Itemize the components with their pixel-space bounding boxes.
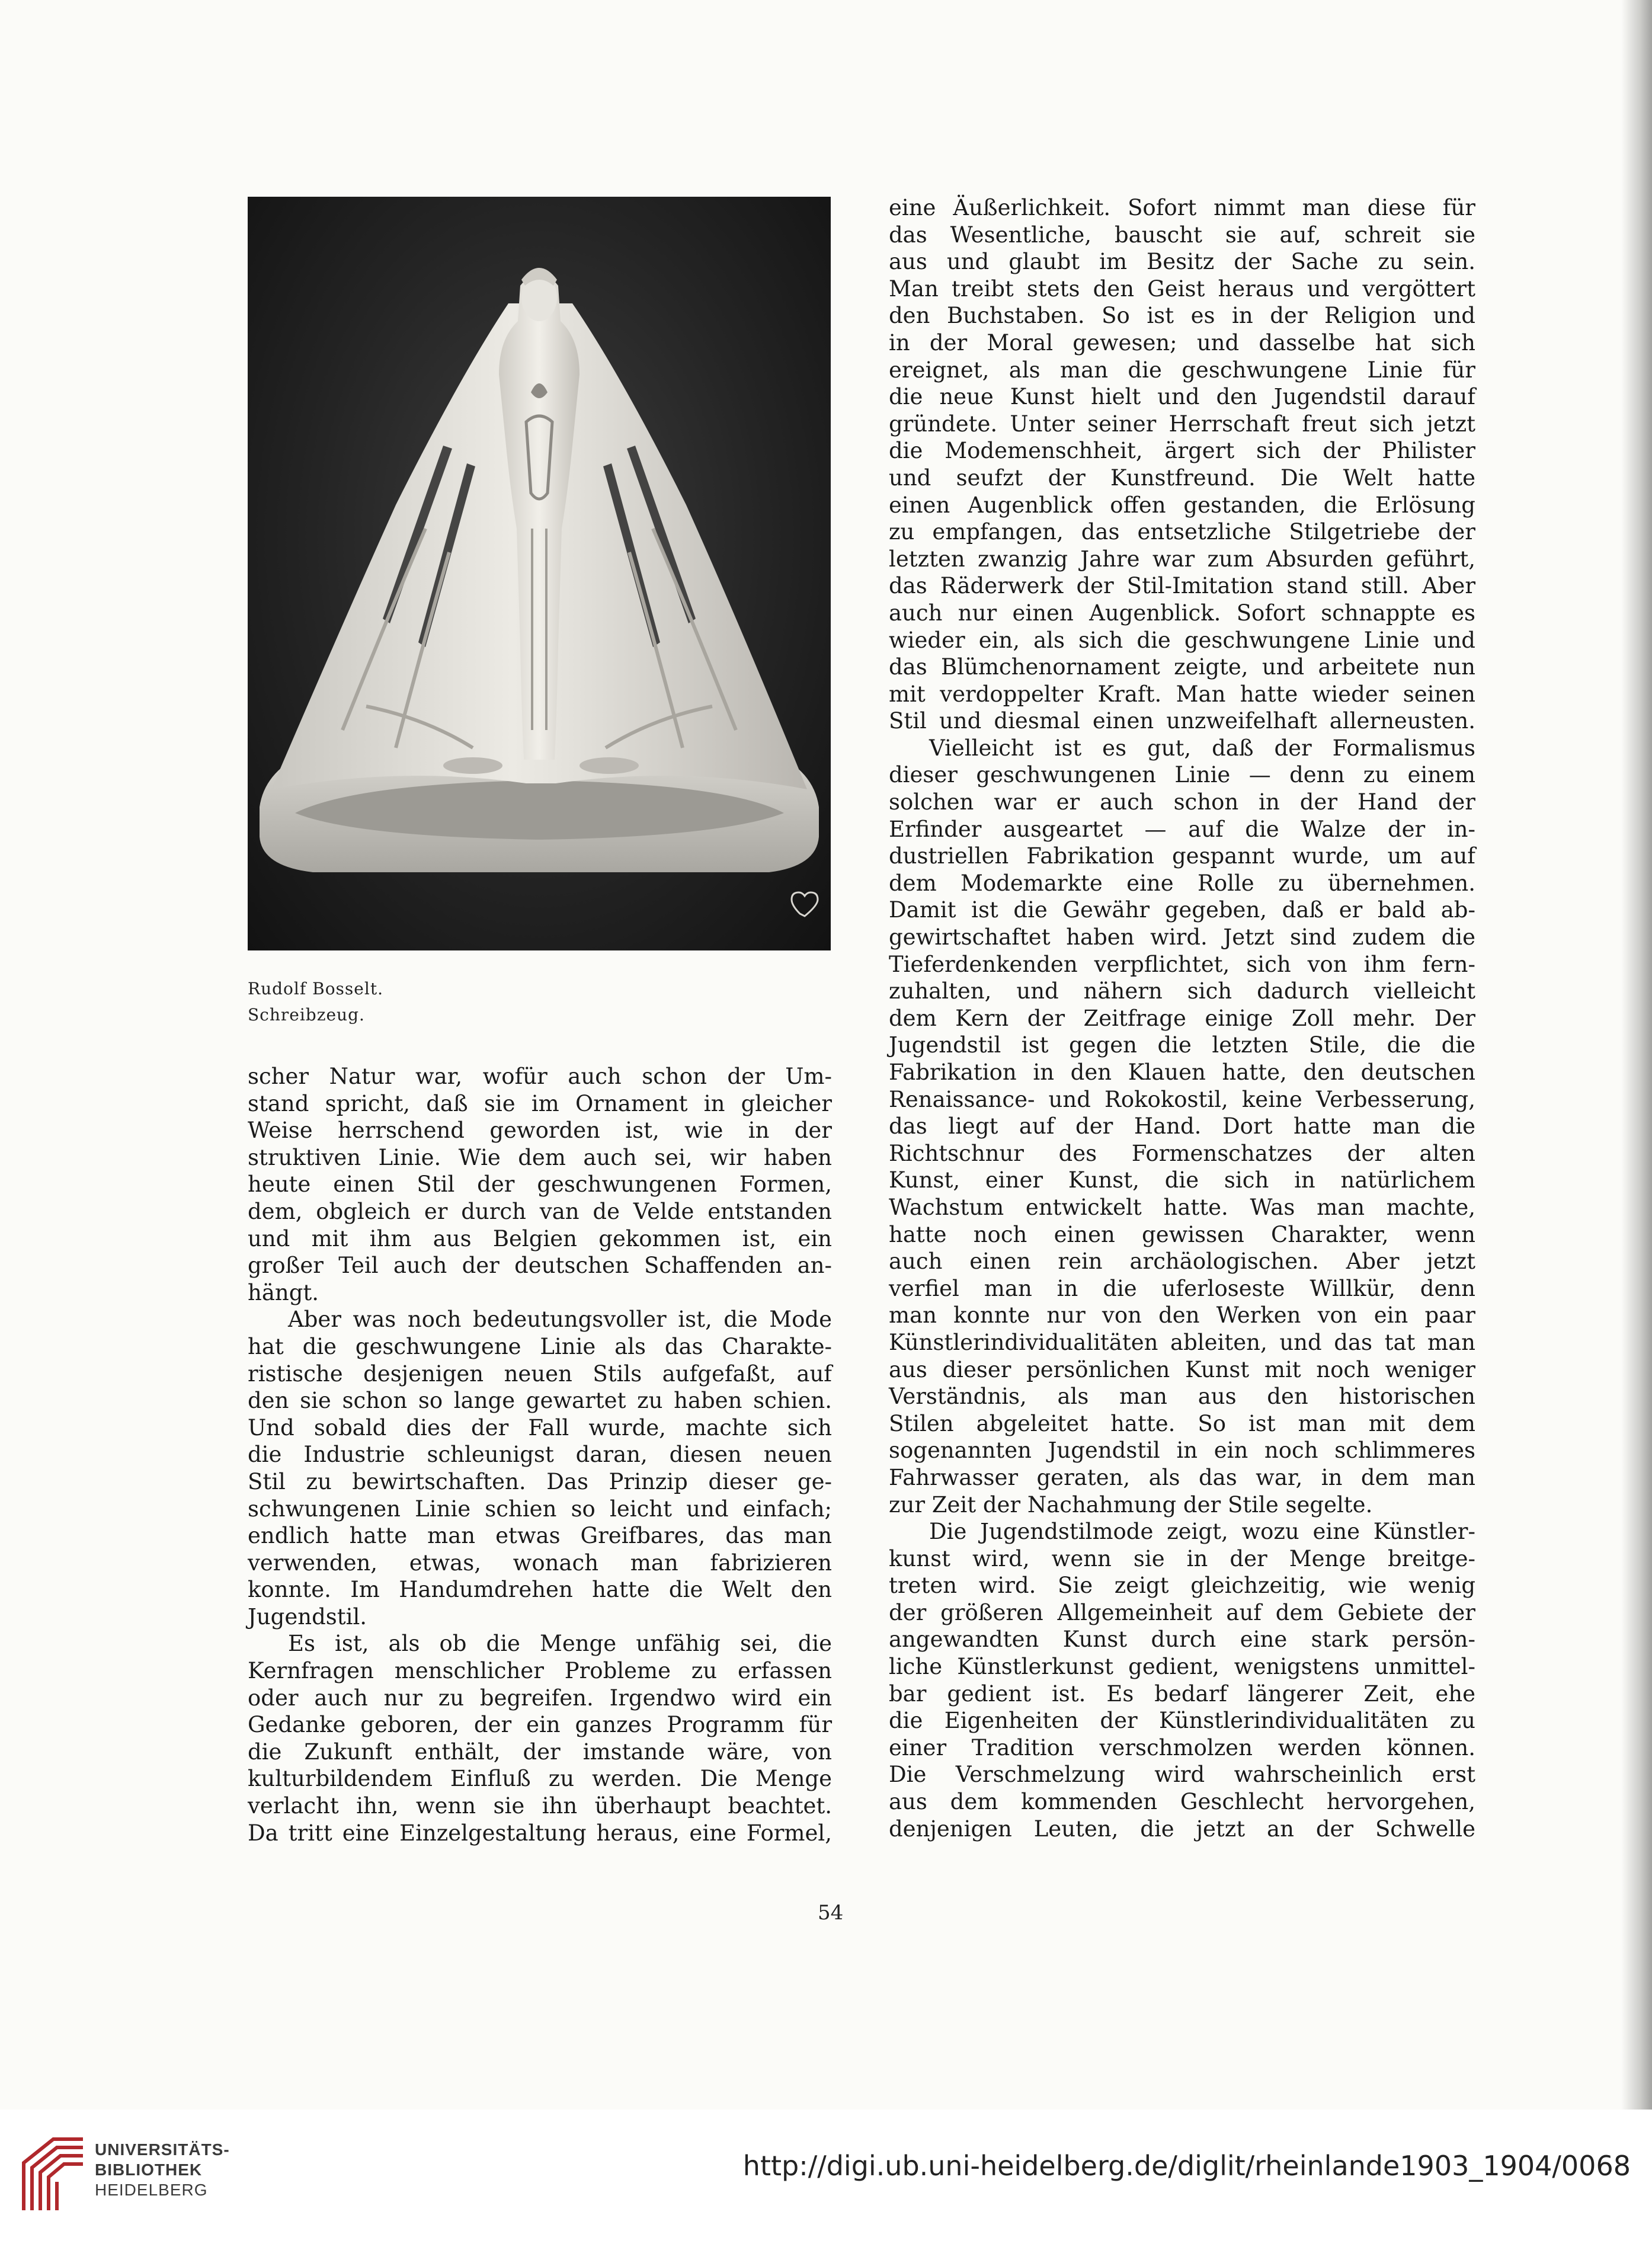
figure-caption-artist: Rudolf Bosselt. <box>248 979 383 998</box>
text-line: Man treibt stets den Geist heraus und vergöttert <box>889 276 1475 302</box>
text-line: Erfinder ausgeartet — auf die Walze der in- <box>889 816 1475 842</box>
text-line: Renaissance- und Rokokostil, keine Verbesserung, <box>889 1086 1475 1112</box>
text-line: dem Kern der Zeitfrage einige Zoll mehr. Der <box>889 1005 1475 1031</box>
text-line: konnte. Im Handumdrehen hatte die Welt den <box>248 1577 832 1603</box>
text-line: oder auch nur zu begreifen. Irgendwo wird ein <box>248 1685 832 1711</box>
source-url-link[interactable]: http://digi.ub.uni-heidelberg.de/diglit/rheinlande1903_1904/0068 <box>742 2150 1631 2182</box>
text-line: Wachstum entwickelt hatte. Was man machte, <box>889 1194 1475 1220</box>
text-line: Jugendstil. <box>248 1603 367 1630</box>
text-line: verwenden, etwas, wonach man fabrizieren <box>248 1550 832 1576</box>
text-line: aus und glaubt im Besitz der Sache zu sein. <box>889 249 1475 275</box>
text-line: Und sobald dies der Fall wurde, machte sich <box>248 1414 832 1441</box>
text-line: zu empfangen, das entsetzliche Stilgetriebe der <box>889 519 1475 545</box>
text-line: Da tritt eine Einzelgestaltung heraus, eine Formel, <box>248 1820 832 1846</box>
text-line: die Eigenheiten der Künstlerindividualitäten zu <box>889 1708 1475 1734</box>
text-line: kulturbildendem Einfluß zu werden. Die Menge <box>248 1766 832 1792</box>
text-line: mit verdoppelter Kraft. Man hatte wieder seinen <box>889 681 1475 707</box>
text-line: dieser geschwungenen Linie — denn zu einem <box>889 762 1475 788</box>
text-line: Stil und diesmal einen unzweifelhaft allerneusten. <box>889 708 1475 734</box>
text-line: großer Teil auch der deutschen Schaffenden an- <box>248 1253 832 1279</box>
text-line: Vielleicht ist es gut, daß der Formalismus <box>929 735 1475 761</box>
text-line: verlacht ihn, wenn sie ihn überhaupt beachtet. <box>248 1793 832 1819</box>
text-line: Stilen abgeleitet hatte. So ist man mit dem <box>889 1410 1475 1436</box>
text-line: Weise herrschend geworden ist, wie in der <box>248 1118 832 1144</box>
text-line: ristische desjenigen neuen Stils aufgefaßt, auf <box>248 1361 832 1387</box>
text-line: hängt. <box>248 1279 319 1305</box>
university-library-logo-icon <box>18 2127 89 2216</box>
text-line: scher Natur war, wofür auch schon der Um- <box>248 1064 832 1089</box>
text-line: solchen war er auch schon in der Hand der <box>889 789 1475 815</box>
text-line: wieder ein, als sich die geschwungene Linie und <box>889 627 1475 653</box>
text-line: struktiven Linie. Wie dem auch sei, wir haben <box>248 1144 832 1170</box>
text-line: das Blümchenornament zeigte, und arbeitete nun <box>889 654 1475 680</box>
text-line: verfiel man in die uferloseste Willkür, denn <box>889 1275 1475 1301</box>
figure-caption-title: Schreibzeug. <box>248 1005 365 1025</box>
text-line: zur Zeit der Nachahmung der Stile segelte. <box>889 1491 1373 1518</box>
text-line: gewirtschaftet haben wird. Jetzt sind zudem die <box>889 924 1475 950</box>
text-line: stand spricht, daß sie im Ornament in gleicher <box>248 1090 832 1116</box>
text-line: bar gedient ist. Es bedarf längerer Zeit, ehe <box>889 1681 1475 1707</box>
text-line: einen Augenblick offen gestanden, die Erlösung <box>889 492 1475 518</box>
text-line: dem Modemarkte eine Rolle zu übernehmen. <box>889 870 1475 896</box>
text-line: Aber was noch bedeutungsvoller ist, die Mode <box>288 1307 832 1333</box>
text-line: die Industrie schleunigst daran, diesen neuen <box>248 1442 832 1468</box>
text-line: auch einen rein archäologischen. Aber jetzt <box>889 1249 1475 1275</box>
text-line: denjenigen Leuten, die jetzt an der Schwelle <box>889 1816 1475 1842</box>
library-name-line2: BIBLIOTHEK <box>95 2160 203 2179</box>
text-line: die Modemenschheit, ärgert sich der Philister <box>889 438 1475 464</box>
text-line: ereignet, als man die geschwungene Linie für <box>889 357 1475 383</box>
text-line: Damit ist die Gewähr gegeben, daß er bald ab- <box>889 897 1475 923</box>
text-line: Fabrikation in den Klauen hatte, den deutschen <box>889 1060 1475 1085</box>
text-line: endlich hatte man etwas Greifbares, das man <box>248 1523 832 1549</box>
page-edge-shadow <box>1621 0 1652 2110</box>
text-line: sogenannten Jugendstil in ein noch schlimmeres <box>889 1438 1475 1464</box>
text-line: liche Künstlerkunst gedient, wenigstens unmittel- <box>889 1654 1475 1680</box>
text-line: Es ist, als ob die Menge unfähig sei, die <box>288 1631 832 1657</box>
text-line: dustriellen Fabrikation gespannt wurde, um auf <box>889 843 1475 869</box>
text-line: zuhalten, und nähern sich dadurch vielleicht <box>889 978 1475 1004</box>
text-line: aus dem kommenden Geschlecht hervorgehen, <box>889 1789 1475 1815</box>
text-line: Kernfragen menschlicher Probleme zu erfassen <box>248 1658 832 1684</box>
page-number: 54 <box>818 1901 844 1925</box>
text-line: Stil zu bewirtschaften. Das Prinzip dieser ge- <box>248 1468 832 1494</box>
text-line: das Wesentliche, bauscht sie auf, schreit sie <box>889 222 1475 248</box>
text-line: das Räderwerk der Stil-Imitation stand still. Aber <box>889 573 1475 599</box>
text-line: einer Tradition verschmolzen werden können. <box>889 1734 1475 1761</box>
text-line: Die Verschmelzung wird wahrscheinlich erst <box>889 1762 1475 1788</box>
text-line: in der Moral gewesen; und dasselbe hat sich <box>889 329 1475 356</box>
text-line: der größeren Allgemeinheit auf dem Gebiete der <box>889 1599 1475 1625</box>
text-line: und mit ihm aus Belgien gekommen ist, ein <box>248 1225 832 1251</box>
text-line: letzten zwanzig Jahre war zum Absurden geführt, <box>889 546 1475 572</box>
text-line: Verständnis, als man aus den historischen <box>889 1384 1475 1410</box>
text-line: auch nur einen Augenblick. Sofort schnappte es <box>889 600 1475 626</box>
text-line: heute einen Stil der geschwungenen Formen, <box>248 1171 832 1198</box>
text-line: den Buchstaben. So ist es in der Religion und <box>889 303 1475 329</box>
text-line: Jugendstil ist gegen die letzten Stile, die die <box>889 1032 1475 1058</box>
inkstand-sculpture-image <box>248 197 831 950</box>
library-name-line3: HEIDELBERG <box>95 2181 208 2199</box>
text-line: Fahrwasser geraten, als das war, in dem man <box>889 1464 1475 1490</box>
text-line: kunst wird, wenn sie in der Menge breitge- <box>889 1545 1475 1571</box>
text-line: schwungenen Linie schien so leicht und einfach; <box>248 1496 832 1522</box>
text-line: und seufzt der Kunstfreund. Die Welt hatte <box>889 465 1475 491</box>
text-line: man konnte nur von den Werken von ein paar <box>889 1302 1475 1329</box>
text-line: hat die geschwungene Linie als das Charakte- <box>248 1333 832 1359</box>
text-line: dem, obgleich er durch van de Velde entstanden <box>248 1198 832 1224</box>
library-name-line1: UNIVERSITÄTS- <box>95 2140 230 2159</box>
text-line: Kunst, einer Kunst, die sich in natürlichem <box>889 1167 1475 1193</box>
text-line: angewandten Kunst durch eine stark persön- <box>889 1627 1475 1653</box>
text-line: aus dieser persönlichen Kunst mit noch weniger <box>889 1356 1475 1382</box>
text-line: treten wird. Sie zeigt gleichzeitig, wie wenig <box>889 1573 1475 1599</box>
sculpture-photograph <box>248 197 831 950</box>
text-line: hatte noch einen gewissen Charakter, wenn <box>889 1221 1475 1247</box>
right-text-column <box>889 194 1475 1842</box>
text-line: Richtschnur des Formenschatzes der alten <box>889 1140 1475 1166</box>
text-line: gründete. Unter seiner Herrschaft freut sich jetzt <box>889 411 1475 437</box>
text-line: die neue Kunst hielt und den Jugendstil darauf <box>889 384 1475 410</box>
text-line: die Zukunft enthält, der imstande wäre, von <box>248 1739 832 1765</box>
text-line: Künstlerindividualitäten ableiten, und das tat man <box>889 1329 1475 1355</box>
left-text-column <box>248 1063 832 1846</box>
text-line: Tieferdenkenden verpflichtet, sich von ihm fern- <box>889 951 1475 977</box>
text-line: das liegt auf der Hand. Dort hatte man die <box>889 1113 1475 1139</box>
text-line: Gedanke geboren, der ein ganzes Programm für <box>248 1712 832 1738</box>
text-line: den sie schon so lange gewartet zu haben schien. <box>248 1388 832 1414</box>
text-line: Die Jugendstilmode zeigt, wozu eine Künstler- <box>929 1519 1475 1545</box>
text-line: eine Äußerlichkeit. Sofort nimmt man diese für <box>889 195 1475 220</box>
